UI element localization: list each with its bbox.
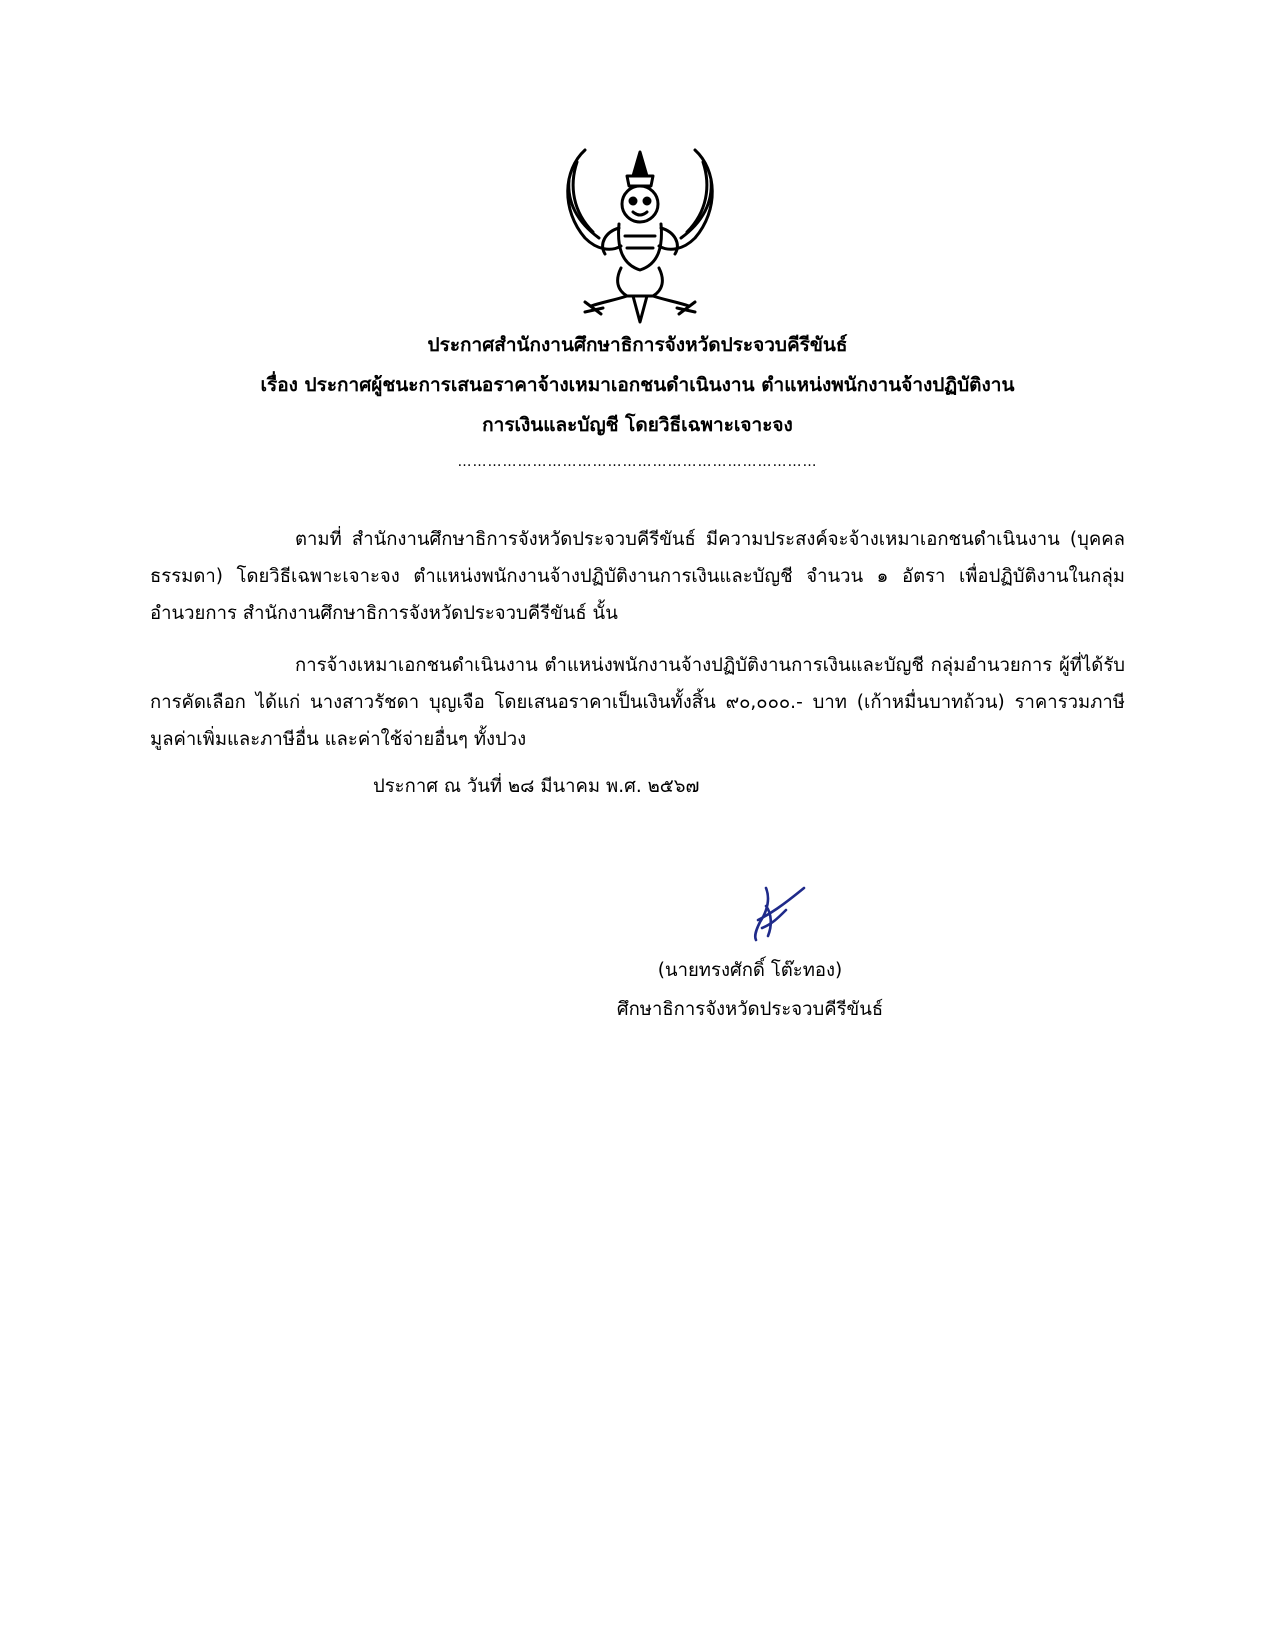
dotted-divider: ……………………………………………………………… xyxy=(457,454,818,470)
body-paragraph-2-text: การจ้างเหมาเอกชนดำเนินงาน ตำแหน่งพนักงานจ้างปฏิบัติงานการเงินและบัญชี กลุ่มอำนวยการ ผู้ที่ได้รับการคัดเลือก ได้แก่ นางสาวรัชดา บุญเจือ โดยเสนอราคาเป็นเงินทั้งสิ้น ๙๐,๐๐๐.- บาท (เก้าหมื่นบาทถ้วน) ราคารวมภาษีมูลค่าเพิ่มและภาษีอื่น และค่าใช้จ่ายอื่นๆ ทั้งปวง xyxy=(150,655,1125,750)
signer-name: (นายทรงศักดิ์ โต๊ะทอง) xyxy=(657,960,843,981)
body-paragraph-2 xyxy=(150,647,1125,758)
announcement-date: ประกาศ ณ วันที่ ๒๘ มีนาคม พ.ศ. ๒๕๖๗ xyxy=(373,776,700,797)
announcement-subject-line-2: การเงินและบัญชี โดยวิธีเฉพาะเจาะจง xyxy=(482,414,793,436)
body-paragraph-1 xyxy=(150,521,1125,632)
handwritten-signature-icon xyxy=(748,884,808,944)
announcement-title: ประกาศสำนักงานศึกษาธิการจังหวัดประจวบคีรีขันธ์ xyxy=(427,334,848,356)
signer-position: ศึกษาธิการจังหวัดประจวบคีรีขันธ์ xyxy=(616,999,884,1020)
announcement-subject-line-1: เรื่อง ประกาศผู้ชนะการเสนอราคาจ้างเหมาเอกชนดำเนินงาน ตำแหน่งพนักงานจ้างปฏิบัติงาน xyxy=(260,374,1015,396)
garuda-emblem-icon xyxy=(555,146,725,324)
body-paragraph-1-text: ตามที่ สำนักงานศึกษาธิการจังหวัดประจวบคีรีขันธ์ มีความประสงค์จะจ้างเหมาเอกชนดำเนินงาน (บุคคลธรรมดา) โดยวิธีเฉพาะเจาะจง ตำแหน่งพนักงานจ้างปฏิบัติงานการเงินและบัญชี จำนวน ๑ อัตรา เพื่อปฏิบัติงานในกลุ่มอำนวยการ สำนักงานศึกษาธิการจังหวัดประจวบคีรีขันธ์ นั้น xyxy=(150,529,1125,624)
